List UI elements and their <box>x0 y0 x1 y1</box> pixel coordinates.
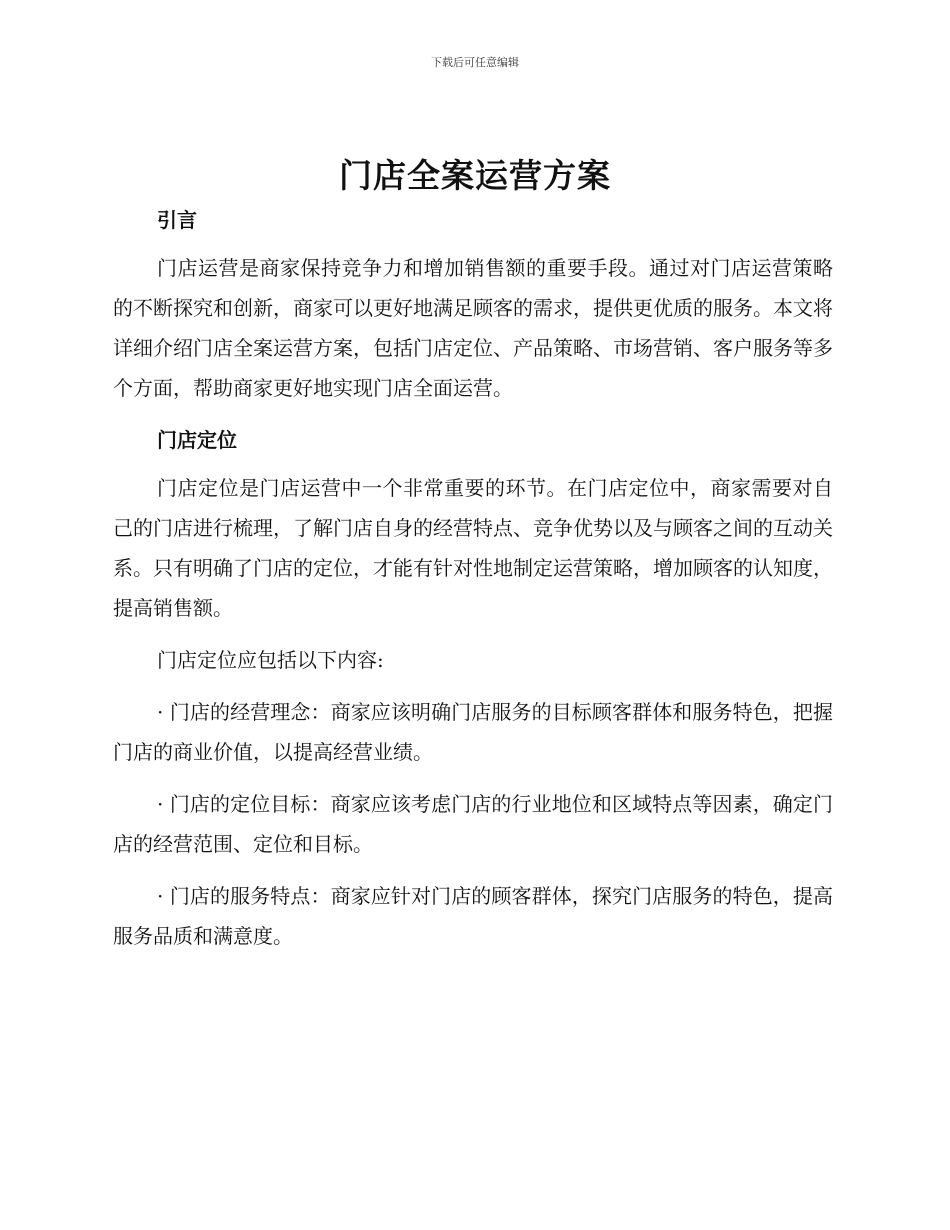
list-item: · 门店的定位目标：商家应该考虑门店的行业地位和区域特点等因素，确定门店的经营范围、定位和目标。 <box>113 792 833 856</box>
header-note: 下载后可任意编辑 <box>431 56 519 69</box>
document-title: 门店全案运营方案 <box>339 156 611 195</box>
document-body <box>113 200 833 956</box>
positioning-paragraph: 门店定位是门店运营中一个非常重要的环节。在门店定位中，商家需要对自己的门店进行梳理，了解门店自身的经营特点、竞争优势以及与顾客之间的互动关系。只有明确了门店的定位，才能有针对性地制定运营策略，增加顾客的认知度，提高销售额。 <box>113 476 833 620</box>
list-item: · 门店的服务特点：商家应针对门店的顾客群体，探究门店服务的特色，提高服务品质和满意度。 <box>113 884 833 948</box>
section-heading-intro: 引言 <box>157 208 197 232</box>
section-heading-positioning: 门店定位 <box>157 428 237 452</box>
positioning-list-intro: 门店定位应包括以下内容: <box>157 648 384 672</box>
intro-paragraph: 门店运营是商家保持竞争力和增加销售额的重要手段。通过对门店运营策略的不断探究和创新，商家可以更好地满足顾客的需求，提供更优质的服务。本文将详细介绍门店全案运营方案，包括门店定位、产品策略、市场营销、客户服务等多个方面，帮助商家更好地实现门店全面运营。 <box>113 256 833 400</box>
list-item: · 门店的经营理念：商家应该明确门店服务的目标顾客群体和服务特色，把握门店的商业价值，以提高经营业绩。 <box>113 700 833 764</box>
